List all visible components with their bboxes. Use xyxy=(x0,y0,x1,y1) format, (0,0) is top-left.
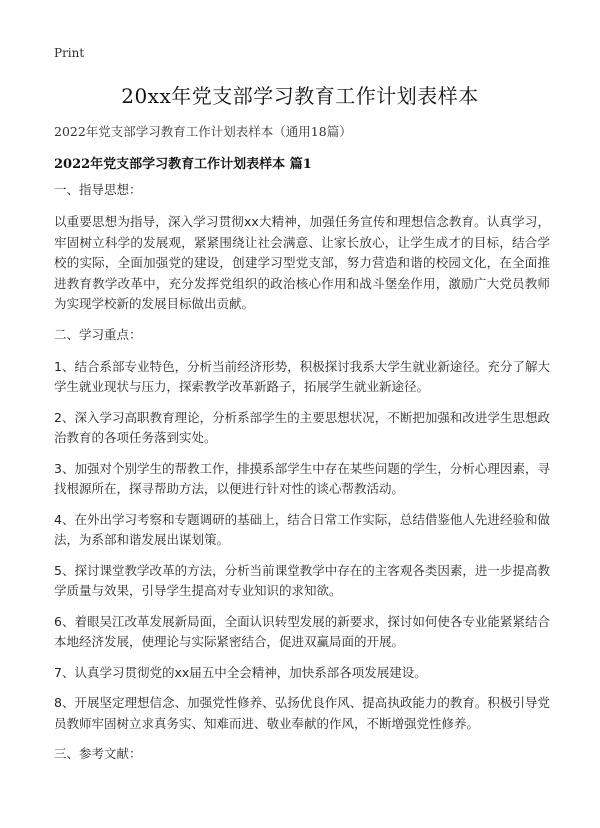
heading-guiding-thought: 一、指导思想： xyxy=(54,182,142,197)
list-item: 3、加强对个别学生的帮教工作，排摸系部学生中存在某些问题的学生，分析心理因素，寻找根源所在，探寻帮助方法，以便进行针对性的谈心帮教活动。 xyxy=(54,460,550,496)
document-title: 20xx年党支部学习教育工作计划表样本 xyxy=(121,84,479,108)
list-item: 5、探讨课堂教学改革的方法，分析当前课堂教学中存在的主客观各类因素，进一步提高教学质量与效果，引导学生提高对专业知识的求知欲。 xyxy=(54,562,550,598)
list-item: 8、开展坚定理想信念、加强党性修养、弘扬优良作风、提高执政能力的教育。积极引导党员教师牢固树立求真务实、知难而进、敬业奉献的作风，不断增强党性修养。 xyxy=(54,695,550,731)
print-label: Print xyxy=(54,46,85,60)
section-heading: 2022年党支部学习教育工作计划表样本 篇1 xyxy=(54,157,312,172)
paragraph-guiding-thought: 以重要思想为指导，深入学习贯彻xx大精神，加强任务宣传和理想信念教育。认真学习，牢固树立科学的发展观，紧紧围绕让社会满意、让家长放心，让学生成才的目标，结合学校的实际，全面加强党的建设，创建学习型党支部，努力营造和谐的校园文化，在全面推进教育教学改革中，充分发挥党组织的政治核心作用和战斗堡垒作用，激励广大党员教师为实现学校新的发展目标做出贡献。 xyxy=(54,214,550,311)
heading-references: 三、参考文献： xyxy=(54,746,142,761)
list-item: 7、认真学习贯彻党的xx届五中全会精神，加快系部各项发展建设。 xyxy=(54,664,427,680)
document-body xyxy=(54,180,550,776)
list-item: 6、着眼吴江改革发展新局面，全面认识转型发展的新要求，探讨如何使各专业能紧紧结合本地经济发展，使理论与实际紧密结合，促进双赢局面的开展。 xyxy=(54,613,550,649)
document-subtitle: 2022年党支部学习教育工作计划表样本（通用18篇） xyxy=(54,124,352,139)
list-item: 1、结合系部专业特色，分析当前经济形势，积极探讨我系大学生就业新途径。充分了解大学生就业现状与压力，探索教学改革新路子，拓展学生就业新途径。 xyxy=(54,358,550,394)
heading-study-focus: 二、学习重点： xyxy=(54,326,142,342)
list-item: 4、在外出学习考察和专题调研的基础上，结合日常工作实际，总结借鉴他人先进经验和做法，为系部和谐发展出谋划策。 xyxy=(54,511,550,547)
list-item: 2、深入学习高职教育理论，分析系部学生的主要思想状况，不断把加强和改进学生思想政治教育的各项任务落到实处。 xyxy=(54,409,550,445)
